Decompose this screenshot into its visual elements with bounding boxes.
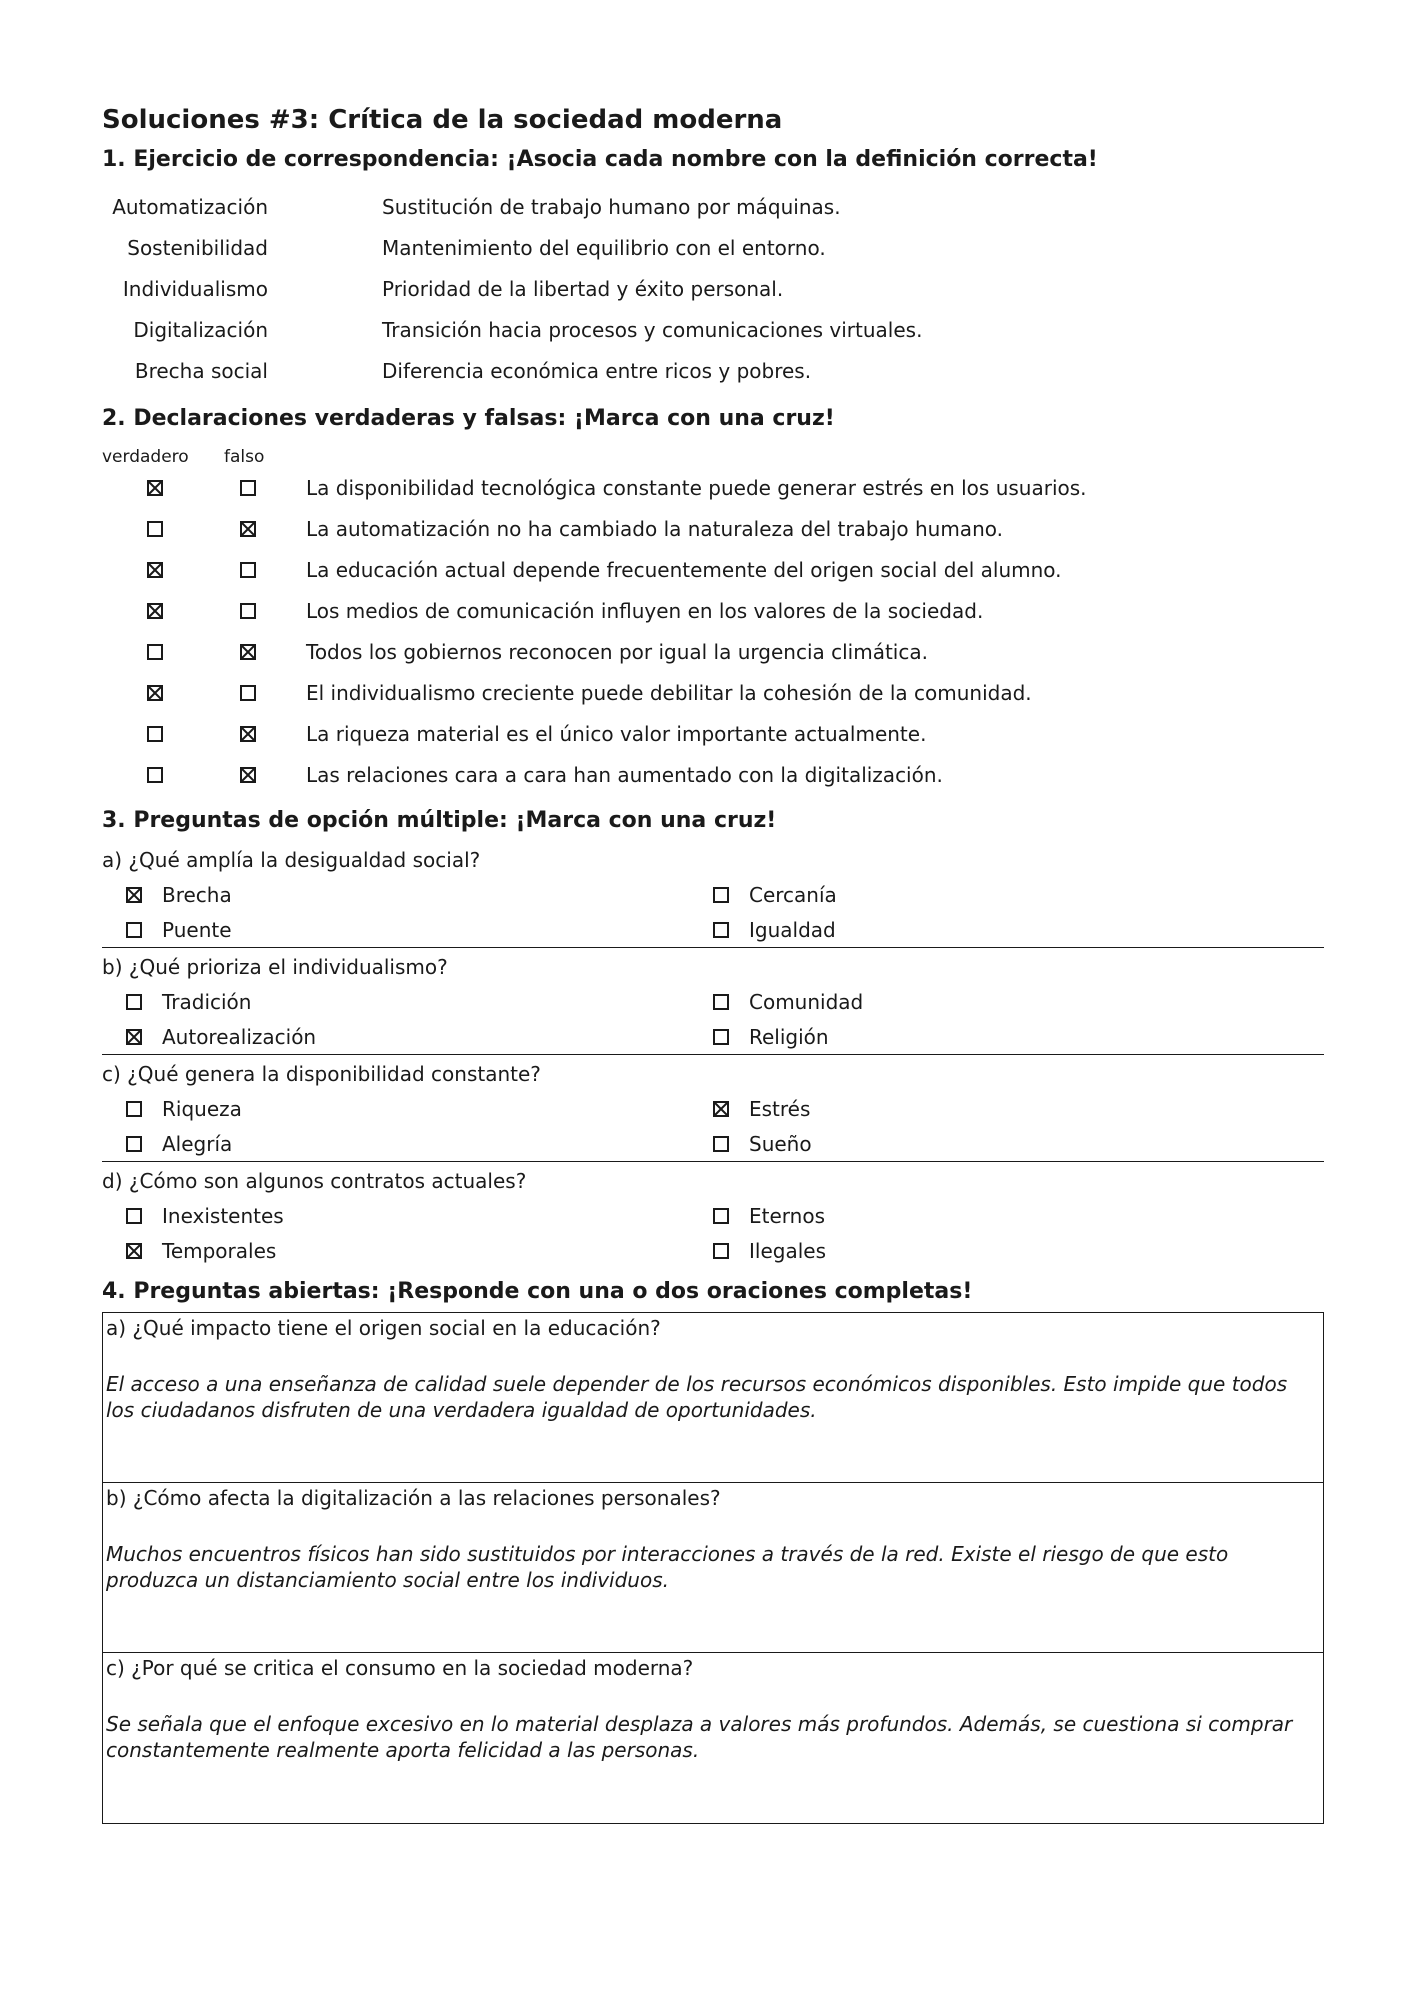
true-checkbox-cell (108, 726, 201, 742)
matching-definition: Diferencia económica entre ricos y pobres. (382, 358, 812, 383)
false-checkbox[interactable] (240, 521, 256, 537)
multiple-choice-list (102, 841, 1324, 1268)
matching-definition: Prioridad de la libertad y éxito personal. (382, 276, 784, 301)
matching-definition: Mantenimiento del equilibrio con el entorno. (382, 235, 826, 260)
open-questions-box (102, 1312, 1324, 1824)
statement-text: La disponibilidad tecnológica constante puede generar estrés en los usuarios. (306, 475, 1087, 500)
option-checkbox[interactable] (713, 887, 729, 903)
answer-option[interactable] (713, 1091, 1324, 1126)
answer-text[interactable]: El acceso a una enseñanza de calidad suele depender de los recursos económicos disponibles. Esto impide que todos los ciudadanos disfruten de una verdadera igualdad de oportunidades. (106, 1372, 1288, 1422)
answer-option[interactable] (102, 877, 713, 912)
true-false-row (102, 508, 1324, 549)
false-checkbox-cell (201, 767, 294, 783)
answer-option[interactable] (102, 1019, 713, 1054)
true-checkbox[interactable] (147, 562, 163, 578)
option-checkbox[interactable] (713, 994, 729, 1010)
option-label: Tradición (162, 989, 252, 1014)
matching-row (102, 350, 1324, 391)
true-false-row (102, 631, 1324, 672)
option-label: Estrés (749, 1096, 811, 1121)
option-label: Brecha (162, 882, 232, 907)
option-checkbox[interactable] (126, 1208, 142, 1224)
question-text: d) ¿Cómo son algunos contratos actuales? (102, 1169, 527, 1193)
false-checkbox-cell (201, 726, 294, 742)
statement-text: La riqueza material es el único valor importante actualmente. (306, 721, 927, 746)
open-question (103, 1313, 1323, 1483)
option-checkbox[interactable] (713, 1101, 729, 1117)
multiple-choice-question (102, 841, 1324, 948)
false-checkbox-cell (201, 685, 294, 701)
false-column-label: falso (224, 447, 265, 467)
false-checkbox[interactable] (240, 603, 256, 619)
false-checkbox-cell (201, 562, 294, 578)
section-3-heading: 3. Preguntas de opción múltiple: ¡Marca con una cruz! (102, 808, 777, 833)
open-question-text: c) ¿Por qué se critica el consumo en la sociedad moderna? (106, 1656, 694, 1680)
true-checkbox-cell (108, 644, 201, 660)
false-checkbox-cell (201, 480, 294, 496)
open-question-text: b) ¿Cómo afecta la digitalización a las relaciones personales? (106, 1486, 721, 1510)
statement-text: La educación actual depende frecuentemente del origen social del alumno. (306, 557, 1062, 582)
true-checkbox[interactable] (147, 480, 163, 496)
open-question (103, 1653, 1323, 1823)
question-text: b) ¿Qué prioriza el individualismo? (102, 955, 448, 979)
statement-text: Las relaciones cara a cara han aumentado con la digitalización. (306, 762, 943, 787)
option-checkbox[interactable] (126, 1101, 142, 1117)
answer-option[interactable] (102, 1126, 713, 1161)
answer-option[interactable] (713, 1198, 1324, 1233)
false-checkbox[interactable] (240, 562, 256, 578)
option-checkbox[interactable] (713, 1029, 729, 1045)
page-title: Soluciones #3: Crítica de la sociedad moderna (102, 105, 783, 135)
option-label: Ilegales (749, 1238, 826, 1263)
answer-option[interactable] (102, 912, 713, 947)
true-checkbox[interactable] (147, 603, 163, 619)
worksheet (102, 100, 1324, 1824)
statement-text: La automatización no ha cambiado la naturaleza del trabajo humano. (306, 516, 1003, 541)
true-false-row (102, 590, 1324, 631)
option-checkbox[interactable] (126, 922, 142, 938)
answer-text[interactable]: Se señala que el enfoque excesivo en lo material desplaza a valores más profundos. Además, se cuestiona si comprar constantemente realmente aporta felicidad a las personas. (106, 1712, 1293, 1762)
answer-option[interactable] (713, 912, 1324, 947)
options-grid (102, 1091, 1324, 1161)
answer-option[interactable] (713, 877, 1324, 912)
option-label: Eternos (749, 1203, 825, 1228)
false-checkbox-cell (201, 521, 294, 537)
option-label: Sueño (749, 1131, 812, 1156)
options-grid (102, 984, 1324, 1054)
matching-term: Digitalización (133, 317, 268, 342)
option-checkbox[interactable] (126, 887, 142, 903)
matching-definition: Transición hacia procesos y comunicaciones virtuales. (382, 317, 923, 342)
matching-term: Brecha social (134, 358, 268, 383)
true-false-row (102, 672, 1324, 713)
option-checkbox[interactable] (126, 1243, 142, 1259)
option-label: Temporales (162, 1238, 277, 1263)
open-question (103, 1483, 1323, 1653)
false-checkbox[interactable] (240, 767, 256, 783)
true-checkbox[interactable] (147, 726, 163, 742)
option-checkbox[interactable] (713, 1243, 729, 1259)
true-checkbox-cell (108, 521, 201, 537)
true-checkbox-cell (108, 685, 201, 701)
matching-row (102, 268, 1324, 309)
answer-text[interactable]: Muchos encuentros físicos han sido sustituidos por interacciones a través de la red. Existe el riesgo de que esto produzca un distanciamiento social entre los individuos. (106, 1542, 1229, 1592)
multiple-choice-question (102, 948, 1324, 1055)
answer-option[interactable] (713, 984, 1324, 1019)
true-checkbox-cell (108, 767, 201, 783)
question-text: a) ¿Qué amplía la desigualdad social? (102, 848, 481, 872)
option-label: Alegría (162, 1131, 233, 1156)
open-question-text: a) ¿Qué impacto tiene el origen social en la educación? (106, 1316, 661, 1340)
option-checkbox[interactable] (126, 994, 142, 1010)
true-false-list (102, 467, 1324, 795)
option-label: Puente (162, 917, 232, 942)
options-grid (102, 877, 1324, 947)
option-label: Igualdad (749, 917, 836, 942)
option-checkbox[interactable] (126, 1029, 142, 1045)
answer-option[interactable] (713, 1019, 1324, 1054)
option-checkbox[interactable] (126, 1136, 142, 1152)
true-checkbox[interactable] (147, 521, 163, 537)
true-checkbox-cell (108, 480, 201, 496)
false-checkbox[interactable] (240, 726, 256, 742)
false-checkbox[interactable] (240, 480, 256, 496)
true-false-row (102, 713, 1324, 754)
answer-option[interactable] (102, 984, 713, 1019)
matching-term: Automatización (112, 194, 268, 219)
statement-text: El individualismo creciente puede debilitar la cohesión de la comunidad. (306, 680, 1032, 705)
matching-row (102, 227, 1324, 268)
option-checkbox[interactable] (713, 1208, 729, 1224)
true-false-header (102, 439, 1324, 467)
false-checkbox[interactable] (240, 685, 256, 701)
true-false-row (102, 754, 1324, 795)
options-grid (102, 1198, 1324, 1268)
matching-row (102, 186, 1324, 227)
option-label: Riqueza (162, 1096, 242, 1121)
matching-row (102, 309, 1324, 350)
matching-list (102, 186, 1324, 391)
true-checkbox-cell (108, 562, 201, 578)
matching-definition: Sustitución de trabajo humano por máquinas. (382, 194, 841, 219)
statement-text: Todos los gobiernos reconocen por igual la urgencia climática. (306, 639, 928, 664)
answer-option[interactable] (102, 1233, 713, 1268)
section-4-heading: 4. Preguntas abiertas: ¡Responde con una o dos oraciones completas! (102, 1279, 973, 1304)
false-checkbox-cell (201, 644, 294, 660)
matching-term: Sostenibilidad (127, 235, 268, 260)
statement-text: Los medios de comunicación influyen en los valores de la sociedad. (306, 598, 984, 623)
answer-option[interactable] (102, 1091, 713, 1126)
answer-option[interactable] (102, 1198, 713, 1233)
true-checkbox-cell (108, 603, 201, 619)
option-checkbox[interactable] (713, 1136, 729, 1152)
option-label: Inexistentes (162, 1203, 284, 1228)
multiple-choice-question (102, 1055, 1324, 1162)
matching-term: Individualismo (122, 276, 268, 301)
true-false-row (102, 467, 1324, 508)
true-checkbox[interactable] (147, 685, 163, 701)
true-false-row (102, 549, 1324, 590)
false-checkbox[interactable] (240, 644, 256, 660)
option-label: Autorealización (162, 1024, 317, 1049)
question-text: c) ¿Qué genera la disponibilidad constante? (102, 1062, 541, 1086)
multiple-choice-question (102, 1162, 1324, 1268)
section-1-heading: 1. Ejercicio de correspondencia: ¡Asocia cada nombre con la definición correcta! (102, 147, 1098, 172)
answer-option[interactable] (713, 1233, 1324, 1268)
true-column-label: verdadero (102, 447, 189, 467)
option-checkbox[interactable] (713, 922, 729, 938)
true-checkbox[interactable] (147, 767, 163, 783)
section-2-heading: 2. Declaraciones verdaderas y falsas: ¡Marca con una cruz! (102, 406, 835, 431)
option-label: Religión (749, 1024, 829, 1049)
option-label: Comunidad (749, 989, 864, 1014)
option-label: Cercanía (749, 882, 837, 907)
answer-option[interactable] (713, 1126, 1324, 1161)
true-checkbox[interactable] (147, 644, 163, 660)
false-checkbox-cell (201, 603, 294, 619)
